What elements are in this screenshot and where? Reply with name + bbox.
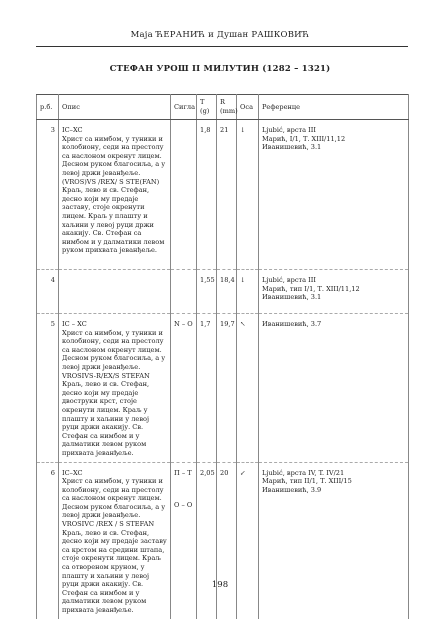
cell-ref: [259, 462, 409, 619]
cell-t: 1,8: [197, 120, 217, 270]
cell-ref: [259, 314, 409, 463]
table-row: [37, 270, 409, 314]
desc-top: IC–XC: [62, 468, 83, 477]
cell-sigla: [171, 462, 197, 619]
ref-line: Иванишевић, 3.9: [262, 485, 322, 494]
cell-r: 21: [217, 120, 237, 270]
ref-line: Иванишевић, 3.7: [262, 320, 322, 328]
header-osa: Оса: [237, 95, 259, 120]
cell-r: 19,7: [217, 314, 237, 463]
ref-line: Ljubić, врста III: [262, 126, 316, 134]
header-r-bottom: (mm): [220, 107, 238, 115]
cell-osa-arrow-icon: ↓: [237, 120, 259, 270]
desc-reverse: Краљ, лево и св. Стефан, десно који му предаје двоструки крст, стоје окренути лицем. Краљ у плашту и хаљини у левој руци држи акакију. Св. Стефан са нимбом и у далматики левом руком прихвата јеванђеље.: [62, 380, 150, 457]
header-t: T (g): [197, 95, 217, 120]
ref-line: Марић, I/1, Т. XIII/11,12: [262, 134, 346, 143]
cell-desc: [59, 270, 171, 314]
desc-body: Христ са нимбом, у туники и колобиону, седи на престолу са наслоном окренут лицем. Десном руком благосиља, а у левој држи јеванђеље.: [62, 477, 166, 520]
section-title: СТЕФАН УРОШ II МИЛУТИН (1282 – 1321): [109, 64, 331, 74]
desc-body: Христ са нимбом, у туники и колобиону, седи на престолу са наслоном окренут лицем. Десном руком благосиља, а у левој држи јеванђеље.: [62, 134, 166, 177]
desc-body: Христ са нимбом, у туники и колобиону, седи на престолу са наслоном окренут лицем. Десном руком благосиља, а у левој држи јеванђеље.: [62, 328, 166, 371]
cell-sigla: [171, 270, 197, 314]
cell-osa-arrow-icon: ↙: [237, 462, 259, 619]
cell-r: 18,4: [217, 270, 237, 314]
cell-t: 1,55: [197, 270, 217, 314]
desc-legend: VROSIVS-R/EX/S STEFAN: [62, 371, 150, 380]
table-row: [37, 314, 409, 463]
cell-osa-arrow-icon: ↖: [237, 314, 259, 463]
page-number: 198: [211, 580, 229, 590]
ref-line: Ljubić, врста III: [262, 276, 316, 284]
cell-t: 1,7: [197, 314, 217, 463]
cell-ref: [259, 120, 409, 270]
sigla-obverse: П – Т: [174, 468, 192, 477]
cell-desc: [59, 314, 171, 463]
cell-ref: [259, 270, 409, 314]
sigla-reverse: O – O: [174, 501, 193, 510]
cell-r: 20: [217, 462, 237, 619]
cell-desc: [59, 462, 171, 619]
header-r-top: R: [220, 98, 225, 107]
header-sigla: Сигла: [171, 95, 197, 120]
cell-osa-arrow-icon: ↓: [237, 270, 259, 314]
cell-rb: 4: [37, 270, 59, 314]
desc-legend: VROSIVC /REX / S STEFAN: [62, 520, 155, 529]
ref-line: Иванишевић, 3.1: [262, 293, 322, 302]
cell-sigla: N – O: [171, 314, 197, 463]
desc-top: IC – XC: [62, 320, 87, 328]
header-desc: Опис: [59, 95, 171, 120]
desc-top: IC–XC: [62, 126, 83, 134]
table-header-row: [37, 95, 409, 120]
header-ref: Референце: [259, 95, 409, 120]
cell-sigla: [171, 120, 197, 270]
cell-desc: [59, 120, 171, 270]
ref-line: Ljubić, врста IV, T. IV/21: [262, 468, 345, 477]
coin-catalog-table: [36, 94, 409, 619]
header-rb: р.б.: [37, 95, 59, 120]
desc-legend: (VROS)VS /REX/ S STE(FAN): [62, 177, 160, 186]
cell-t: 2,05: [197, 462, 217, 619]
desc-reverse: Краљ, лево и св. Стефан, десно који му предаје заставу са крстом на средини штапа, стоје окренути лицем. Краљ са отвореном круном, у плашту и хаљини у левој руци држи акакију. Св. Стефан са нимбом и у далматики левом руком прихвата јеванђеље.: [62, 528, 167, 614]
ref-line: Иванишевић, 3.1: [262, 143, 322, 152]
ref-line: Марић, тип I/1, Т. XIII/11,12: [262, 284, 360, 293]
cell-rb: 6: [37, 462, 59, 619]
header-rule: [36, 46, 408, 47]
table-row: [37, 120, 409, 270]
table-row: [37, 462, 409, 619]
cell-rb: 3: [37, 120, 59, 270]
desc-reverse: Краљ, лево и св. Стефан, десно који му предаје заставу, стоје окренути лицем. Краљ у плашту и хаљини у левој руци држи акакију. Св. Стефан са нимбом и у далматики левом руком прихвата јеванђеље.: [62, 186, 165, 255]
header-r: [217, 95, 237, 120]
cell-rb: 5: [37, 314, 59, 463]
ref-line: Марић, тип II/1, Т. XIII/15: [262, 477, 352, 486]
running-header: Маја ЋЕРАНИЋ и Душан РАШКОВИЋ: [130, 30, 310, 40]
